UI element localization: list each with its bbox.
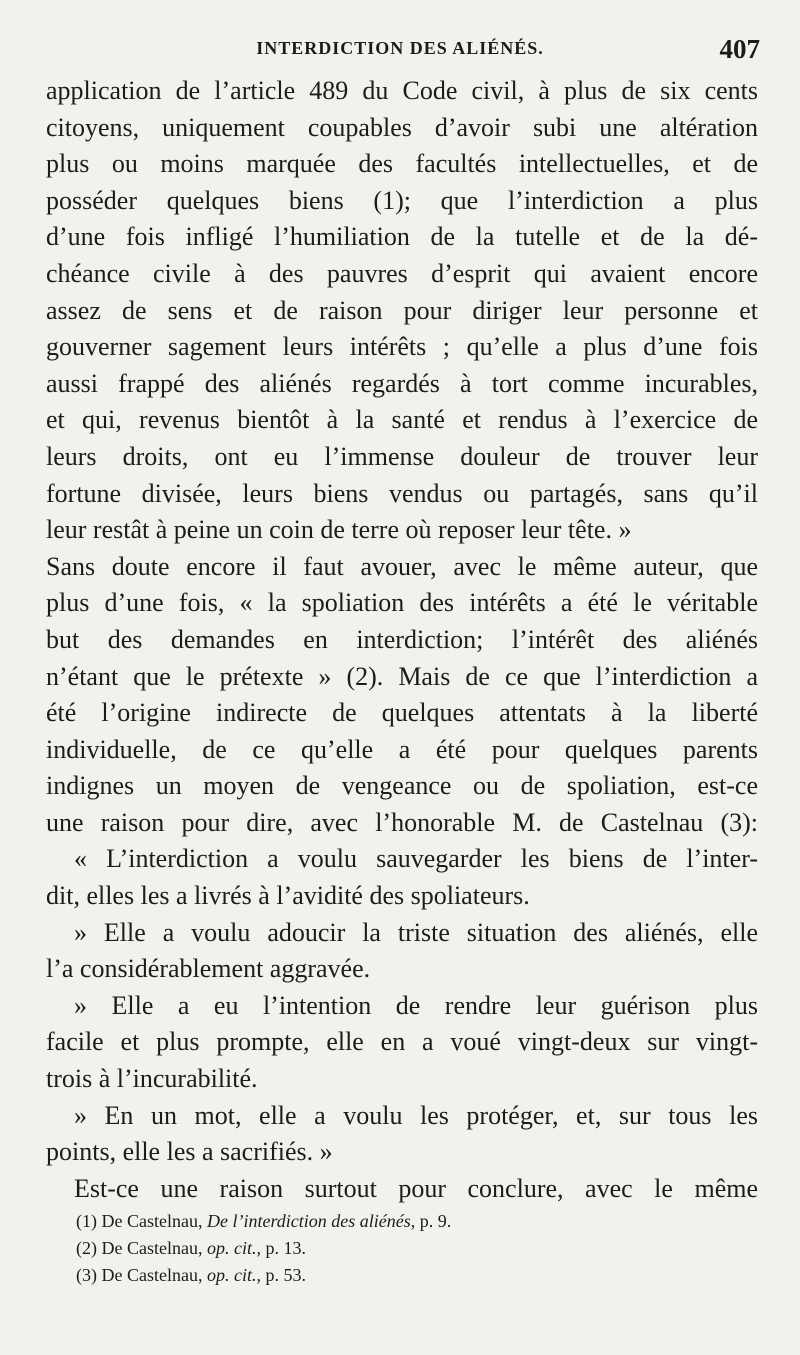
text-line: Est-ce une raison surtout pour conclure, avec le même [74, 1173, 758, 1203]
footnotes [76, 1208, 756, 1289]
text-line: chéance civile à des pauvres d’esprit qui avaient encore [46, 258, 758, 288]
text-line: été l’origine indirecte de quelques attentats à la liberté [46, 698, 758, 728]
footnote-title: op. cit., [206, 1265, 261, 1285]
footnote-title: op. cit., [206, 1238, 261, 1258]
footnote-marker: (3) [76, 1265, 97, 1285]
text-line: Sans doute encore il faut avouer, avec le même auteur, que [46, 551, 758, 581]
text-line: gouverner sagement leurs intérêts ; qu’elle a plus d’une fois [46, 332, 758, 362]
text-line: une raison pour dire, avec l’honorable M. de Castelnau (3): [46, 807, 758, 837]
text-line: » Elle a eu l’intention de rendre leur guérison plus [74, 990, 758, 1020]
page-header [40, 34, 760, 64]
footnote-marker: (2) [76, 1238, 97, 1258]
text-line: fortune divisée, leurs biens vendus ou partagés, sans qu’il [46, 478, 758, 508]
text-line: citoyens, uniquement coupables d’avoir subi une altération [46, 112, 758, 142]
text-line: aussi frappé des aliénés regardés à tort comme incurables, [46, 368, 758, 398]
text-line: » Elle a voulu adoucir la triste situation des aliénés, elle [74, 917, 758, 947]
footnote [76, 1235, 756, 1262]
text-line: et qui, revenus bientôt à la santé et rendus à l’exercice de [46, 405, 758, 435]
text-line: » En un mot, elle a voulu les protéger, et, sur tous les [74, 1100, 758, 1130]
text-line: n’étant que le prétexte » (2). Mais de ce que l’interdiction a [46, 661, 758, 691]
text-line: d’une fois infligé l’humiliation de la tutelle et de la dé- [46, 222, 758, 252]
footnote-author: De Castelnau, [101, 1211, 203, 1231]
text-line: individuelle, de ce qu’elle a été pour quelques parents [46, 734, 758, 764]
footnote [76, 1208, 756, 1235]
text-line: indignes un moyen de vengeance ou de spoliation, est-ce [46, 771, 758, 801]
footnote-title: De l’interdiction des aliénés, [206, 1211, 416, 1231]
text-line: trois à l’incurabilité. [46, 1064, 258, 1094]
footnote-page: p. 53. [265, 1265, 306, 1285]
text-line: dit, elles les a livrés à l’avidité des spoliateurs. [46, 881, 530, 911]
text-line: but des demandes en interdiction; l’intérêt des aliénés [46, 624, 758, 654]
text-line: plus ou moins marquée des facultés intellectuelles, et de [46, 149, 758, 179]
text-line: leurs droits, ont eu l’immense douleur de trouver leur [46, 441, 758, 471]
text-line: facile et plus prompte, elle en a voué vingt-deux sur vingt- [46, 1027, 758, 1057]
text-line: plus d’une fois, « la spoliation des intérêts a été le véritable [46, 588, 758, 618]
footnote-page: p. 9. [419, 1211, 452, 1231]
footnote-marker: (1) [76, 1211, 97, 1231]
text-line: points, elle les a sacrifiés. » [46, 1137, 333, 1167]
body-text [46, 73, 758, 1207]
running-title: INTERDICTION DES ALIÉNÉS. [256, 38, 544, 58]
text-line: leur restât à peine un coin de terre où reposer leur tête. » [46, 515, 632, 545]
footnote-author: De Castelnau, [101, 1238, 203, 1258]
text-line: application de l’article 489 du Code civil, à plus de six cents [46, 76, 758, 105]
page-number: 407 [719, 34, 760, 64]
footnote [76, 1262, 756, 1289]
text-line: l’a considérablement aggravée. [46, 954, 371, 984]
text-line: assez de sens et de raison pour diriger leur personne et [46, 295, 758, 325]
text-line: « L’interdiction a voulu sauvegarder les biens de l’inter- [74, 844, 758, 874]
footnote-page: p. 13. [265, 1238, 306, 1258]
footnote-author: De Castelnau, [101, 1265, 203, 1285]
text-line: posséder quelques biens (1); que l’interdiction a plus [46, 185, 758, 215]
